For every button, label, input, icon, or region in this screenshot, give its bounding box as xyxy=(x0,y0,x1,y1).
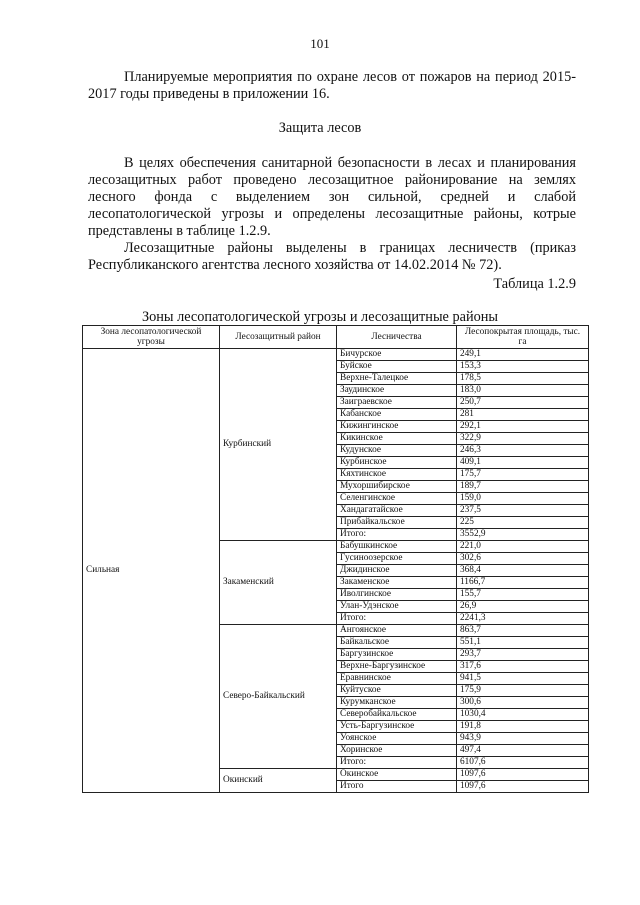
header-forestry: Лесничества xyxy=(337,326,457,349)
area-cell: 175,9 xyxy=(457,685,589,697)
area-cell: 3552,9 xyxy=(457,529,589,541)
forestry-cell: Бабушкинское xyxy=(337,541,457,553)
area-cell: 368,4 xyxy=(457,565,589,577)
district-cell: Окинский xyxy=(220,769,337,793)
forestry-cell: Ангоянское xyxy=(337,625,457,637)
forestry-cell: Кикинское xyxy=(337,433,457,445)
district-cell: Курбинский xyxy=(220,349,337,541)
forestry-cell: Северобайкальское xyxy=(337,709,457,721)
header-area: Лесопокрытая площадь, тыс. га xyxy=(457,326,589,349)
area-cell: 941,5 xyxy=(457,673,589,685)
section-heading: Защита лесов xyxy=(278,120,362,136)
area-cell: 292,1 xyxy=(457,421,589,433)
table-label: Таблица 1.2.9 xyxy=(493,276,576,292)
area-cell: 293,7 xyxy=(457,649,589,661)
forestry-cell: Буйское xyxy=(337,361,457,373)
forest-zones-table xyxy=(82,325,589,793)
forestry-cell: Кабанское xyxy=(337,409,457,421)
area-cell: 551,1 xyxy=(457,637,589,649)
forestry-cell: Итого xyxy=(337,781,457,793)
forestry-cell: Бичурское xyxy=(337,349,457,361)
forestry-cell: Верхне-Талецкое xyxy=(337,373,457,385)
area-cell: 237,5 xyxy=(457,505,589,517)
forestry-cell: Байкальское xyxy=(337,637,457,649)
area-cell: 225 xyxy=(457,517,589,529)
paragraph-zoning: В целях обеспечения санитарной безопасности в лесах и планирования лесозащитных работ проведено лесозащитное районирование на землях лесного фонда с выделением зон сильной, средней и слабой лесопатологической угрозы и определены лесозащитные районы, котрые представлены в таблице 1.2.9. xyxy=(88,155,576,239)
area-cell: 302,6 xyxy=(457,553,589,565)
forestry-cell: Джидинское xyxy=(337,565,457,577)
area-cell: 249,1 xyxy=(457,349,589,361)
header-district: Лесозащитный район xyxy=(220,326,337,349)
area-cell: 2241,3 xyxy=(457,613,589,625)
area-cell: 281 xyxy=(457,409,589,421)
table-row xyxy=(83,349,589,361)
forestry-cell: Хоринское xyxy=(337,745,457,757)
forestry-cell: Курбинское xyxy=(337,457,457,469)
area-cell: 317,6 xyxy=(457,661,589,673)
forestry-cell: Итого: xyxy=(337,529,457,541)
forestry-cell: Куйтуское xyxy=(337,685,457,697)
area-cell: 246,3 xyxy=(457,445,589,457)
area-cell: 1097,6 xyxy=(457,781,589,793)
area-cell: 153,3 xyxy=(457,361,589,373)
header-zone: Зона лесопатологической угрозы xyxy=(83,326,220,349)
area-cell: 497,4 xyxy=(457,745,589,757)
area-cell: 1030,4 xyxy=(457,709,589,721)
area-cell: 26,9 xyxy=(457,601,589,613)
forestry-cell: Иволгинское xyxy=(337,589,457,601)
forestry-cell: Хандагатайское xyxy=(337,505,457,517)
area-cell: 863,7 xyxy=(457,625,589,637)
forestry-cell: Мухоршибирское xyxy=(337,481,457,493)
area-cell: 300,6 xyxy=(457,697,589,709)
forestry-cell: Еравнинское xyxy=(337,673,457,685)
forestry-cell: Итого: xyxy=(337,613,457,625)
forestry-cell: Баргузинское xyxy=(337,649,457,661)
paragraph-districts: Лесозащитные районы выделены в границах лесничеств (приказ Республиканского агентства лесного хозяйства от 14.02.2014 № 72). xyxy=(88,240,576,273)
forestry-cell: Курумканское xyxy=(337,697,457,709)
paragraph-fire-measures: Планируемые мероприятия по охране лесов от пожаров на период 2015-2017 годы приведены в приложении 16. xyxy=(88,69,576,102)
district-cell: Закаменский xyxy=(220,541,337,625)
district-cell: Северо-Байкальский xyxy=(220,625,337,769)
forestry-cell: Итого: xyxy=(337,757,457,769)
area-cell: 189,7 xyxy=(457,481,589,493)
forestry-cell: Закаменское xyxy=(337,577,457,589)
forestry-cell: Заиграевское xyxy=(337,397,457,409)
forestry-cell: Уоянское xyxy=(337,733,457,745)
area-cell: 221,0 xyxy=(457,541,589,553)
forestry-cell: Кяхтинское xyxy=(337,469,457,481)
forestry-cell: Кижингинское xyxy=(337,421,457,433)
area-cell: 159,0 xyxy=(457,493,589,505)
forestry-cell: Улан-Удэнское xyxy=(337,601,457,613)
area-cell: 1166,7 xyxy=(457,577,589,589)
table-caption: Зоны лесопатологической угрозы и лесозащитные районы xyxy=(141,309,499,325)
table-header-row xyxy=(83,326,589,349)
area-cell: 191,8 xyxy=(457,721,589,733)
forestry-cell: Кудунское xyxy=(337,445,457,457)
forestry-cell: Усть-Баргузинское xyxy=(337,721,457,733)
area-cell: 409,1 xyxy=(457,457,589,469)
page-number: 101 xyxy=(310,36,330,51)
area-cell: 6107,6 xyxy=(457,757,589,769)
area-cell: 155,7 xyxy=(457,589,589,601)
area-cell: 175,7 xyxy=(457,469,589,481)
area-cell: 183,0 xyxy=(457,385,589,397)
area-cell: 1097,6 xyxy=(457,769,589,781)
area-cell: 250,7 xyxy=(457,397,589,409)
area-cell: 322,9 xyxy=(457,433,589,445)
forestry-cell: Гусиноозерское xyxy=(337,553,457,565)
forestry-cell: Заудинское xyxy=(337,385,457,397)
area-cell: 943,9 xyxy=(457,733,589,745)
area-cell: 178,5 xyxy=(457,373,589,385)
forestry-cell: Верхне-Баргузинское xyxy=(337,661,457,673)
forestry-cell: Селенгинское xyxy=(337,493,457,505)
zone-cell: Сильная xyxy=(83,349,220,793)
forestry-cell: Прибайкальское xyxy=(337,517,457,529)
forestry-cell: Окинское xyxy=(337,769,457,781)
